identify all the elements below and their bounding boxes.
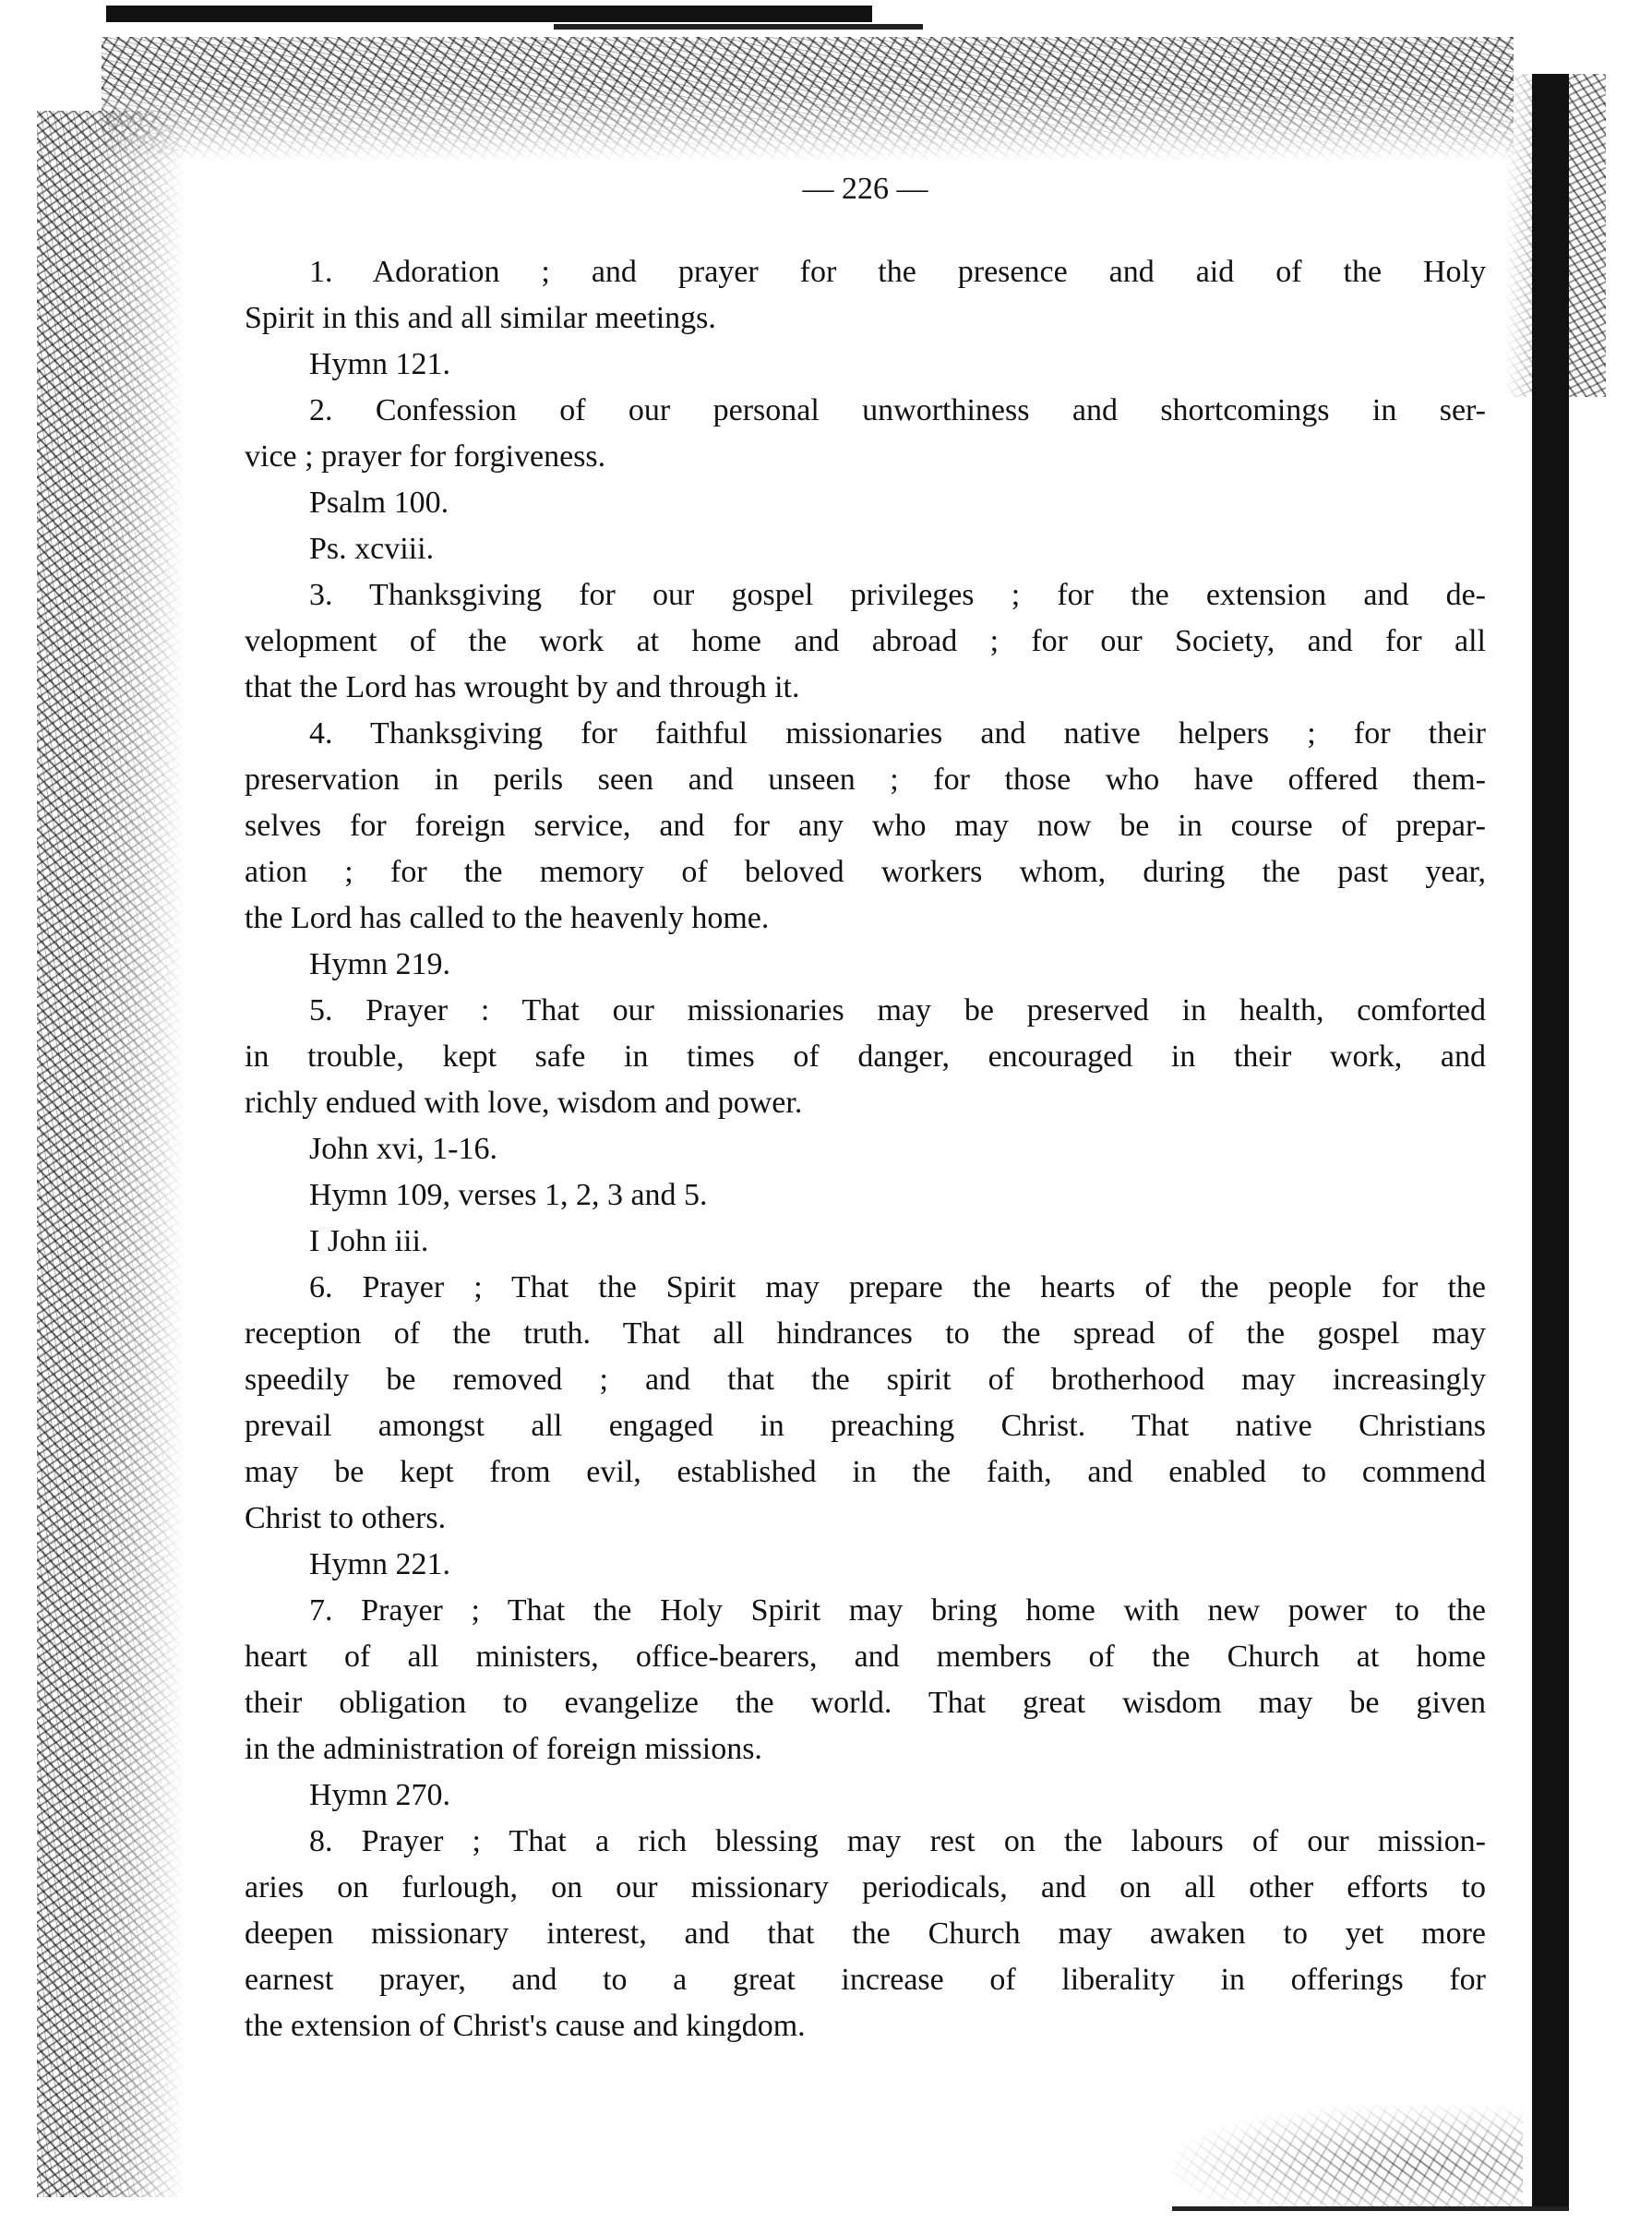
scan-noise-top bbox=[102, 37, 1514, 162]
text-line: Hymn 221. bbox=[309, 1547, 450, 1581]
text-line: I John iii. bbox=[309, 1224, 429, 1258]
text-line: 2. Confession of our personal unworthiness and shortcomings in ser- bbox=[309, 393, 1486, 427]
text-line: their obligation to evangelize the world. That great wisdom may be given bbox=[245, 1686, 1486, 1720]
text-line: vice ; prayer for forgiveness. bbox=[245, 439, 606, 474]
text-line: reception of the truth. That all hindrances to the spread of the gospel may bbox=[245, 1316, 1486, 1351]
text-line: aries on furlough, on our missionary periodicals, and on all other efforts to bbox=[245, 1870, 1486, 1905]
text-line: the Lord has called to the heavenly home. bbox=[245, 901, 770, 935]
page-number: — 226 — bbox=[802, 172, 928, 206]
text-line: preservation in perils seen and unseen ; for those who have offered them- bbox=[245, 763, 1486, 797]
text-line: selves for foreign service, and for any who may now be in course of prepar- bbox=[245, 809, 1486, 843]
text-line: heart of all ministers, office-bearers, and members of the Church at home bbox=[245, 1640, 1486, 1674]
text-line: Christ to others. bbox=[245, 1501, 447, 1535]
text-line: ation ; for the memory of beloved workers whom, during the past year, bbox=[245, 855, 1486, 889]
text-line: 1. Adoration ; and prayer for the presence and aid of the Holy bbox=[309, 255, 1486, 289]
text-line: Hymn 219. bbox=[309, 947, 450, 981]
text-line: John xvi, 1-16. bbox=[309, 1132, 497, 1166]
text-line: in the administration of foreign missions. bbox=[245, 1732, 762, 1766]
text-line: deepen missionary interest, and that the Church may awaken to yet more bbox=[245, 1917, 1486, 1951]
scan-noise-left bbox=[37, 111, 185, 2197]
text-line: 7. Prayer ; That the Holy Spirit may bring home with new power to the bbox=[309, 1593, 1486, 1628]
text-line: that the Lord has wrought by and through it. bbox=[245, 670, 800, 704]
text-line: 3. Thanksgiving for our gospel privileges ; for the extension and de- bbox=[309, 578, 1486, 612]
text-line: 4. Thanksgiving for faithful missionaries and native helpers ; for their bbox=[309, 716, 1486, 751]
text-line: Spirit in this and all similar meetings. bbox=[245, 301, 716, 335]
text-line: richly endued with love, wisdom and power. bbox=[245, 1086, 803, 1120]
scan-noise-bottom bbox=[1172, 2105, 1523, 2206]
text-line: earnest prayer, and to a great increase of liberality in offerings for bbox=[245, 1963, 1486, 1997]
text-line: 8. Prayer ; That a rich blessing may rest on the labours of our mission- bbox=[309, 1824, 1486, 1858]
text-line: Psalm 100. bbox=[309, 486, 449, 520]
text-line: speedily be removed ; and that the spirit of brotherhood may increasingly bbox=[245, 1363, 1486, 1397]
bottom-border-rule bbox=[1172, 2206, 1569, 2211]
text-line: prevail amongst all engaged in preaching Christ. That native Christians bbox=[245, 1409, 1486, 1443]
top-border-rule bbox=[106, 6, 872, 22]
text-line: may be kept from evil, established in the faith, and enabled to commend bbox=[245, 1455, 1486, 1489]
text-line: in trouble, kept safe in times of danger, encouraged in their work, and bbox=[245, 1039, 1486, 1074]
text-line: velopment of the work at home and abroad ; for our Society, and for all bbox=[245, 624, 1486, 658]
text-line: 6. Prayer ; That the Spirit may prepare the hearts of the people for the bbox=[309, 1270, 1486, 1304]
text-line: the extension of Christ's cause and kingdom. bbox=[245, 2009, 806, 2043]
top-border-rule-thin bbox=[554, 24, 923, 30]
text-lines bbox=[245, 249, 1486, 2049]
text-line: 5. Prayer : That our missionaries may be preserved in health, comforted bbox=[309, 993, 1486, 1027]
text-line: Hymn 270. bbox=[309, 1778, 450, 1812]
right-edge-bar bbox=[1532, 74, 1569, 2211]
text-line: Ps. xcviii. bbox=[309, 532, 435, 566]
text-line: Hymn 109, verses 1, 2, 3 and 5. bbox=[309, 1178, 708, 1212]
text-line: Hymn 121. bbox=[309, 347, 450, 381]
